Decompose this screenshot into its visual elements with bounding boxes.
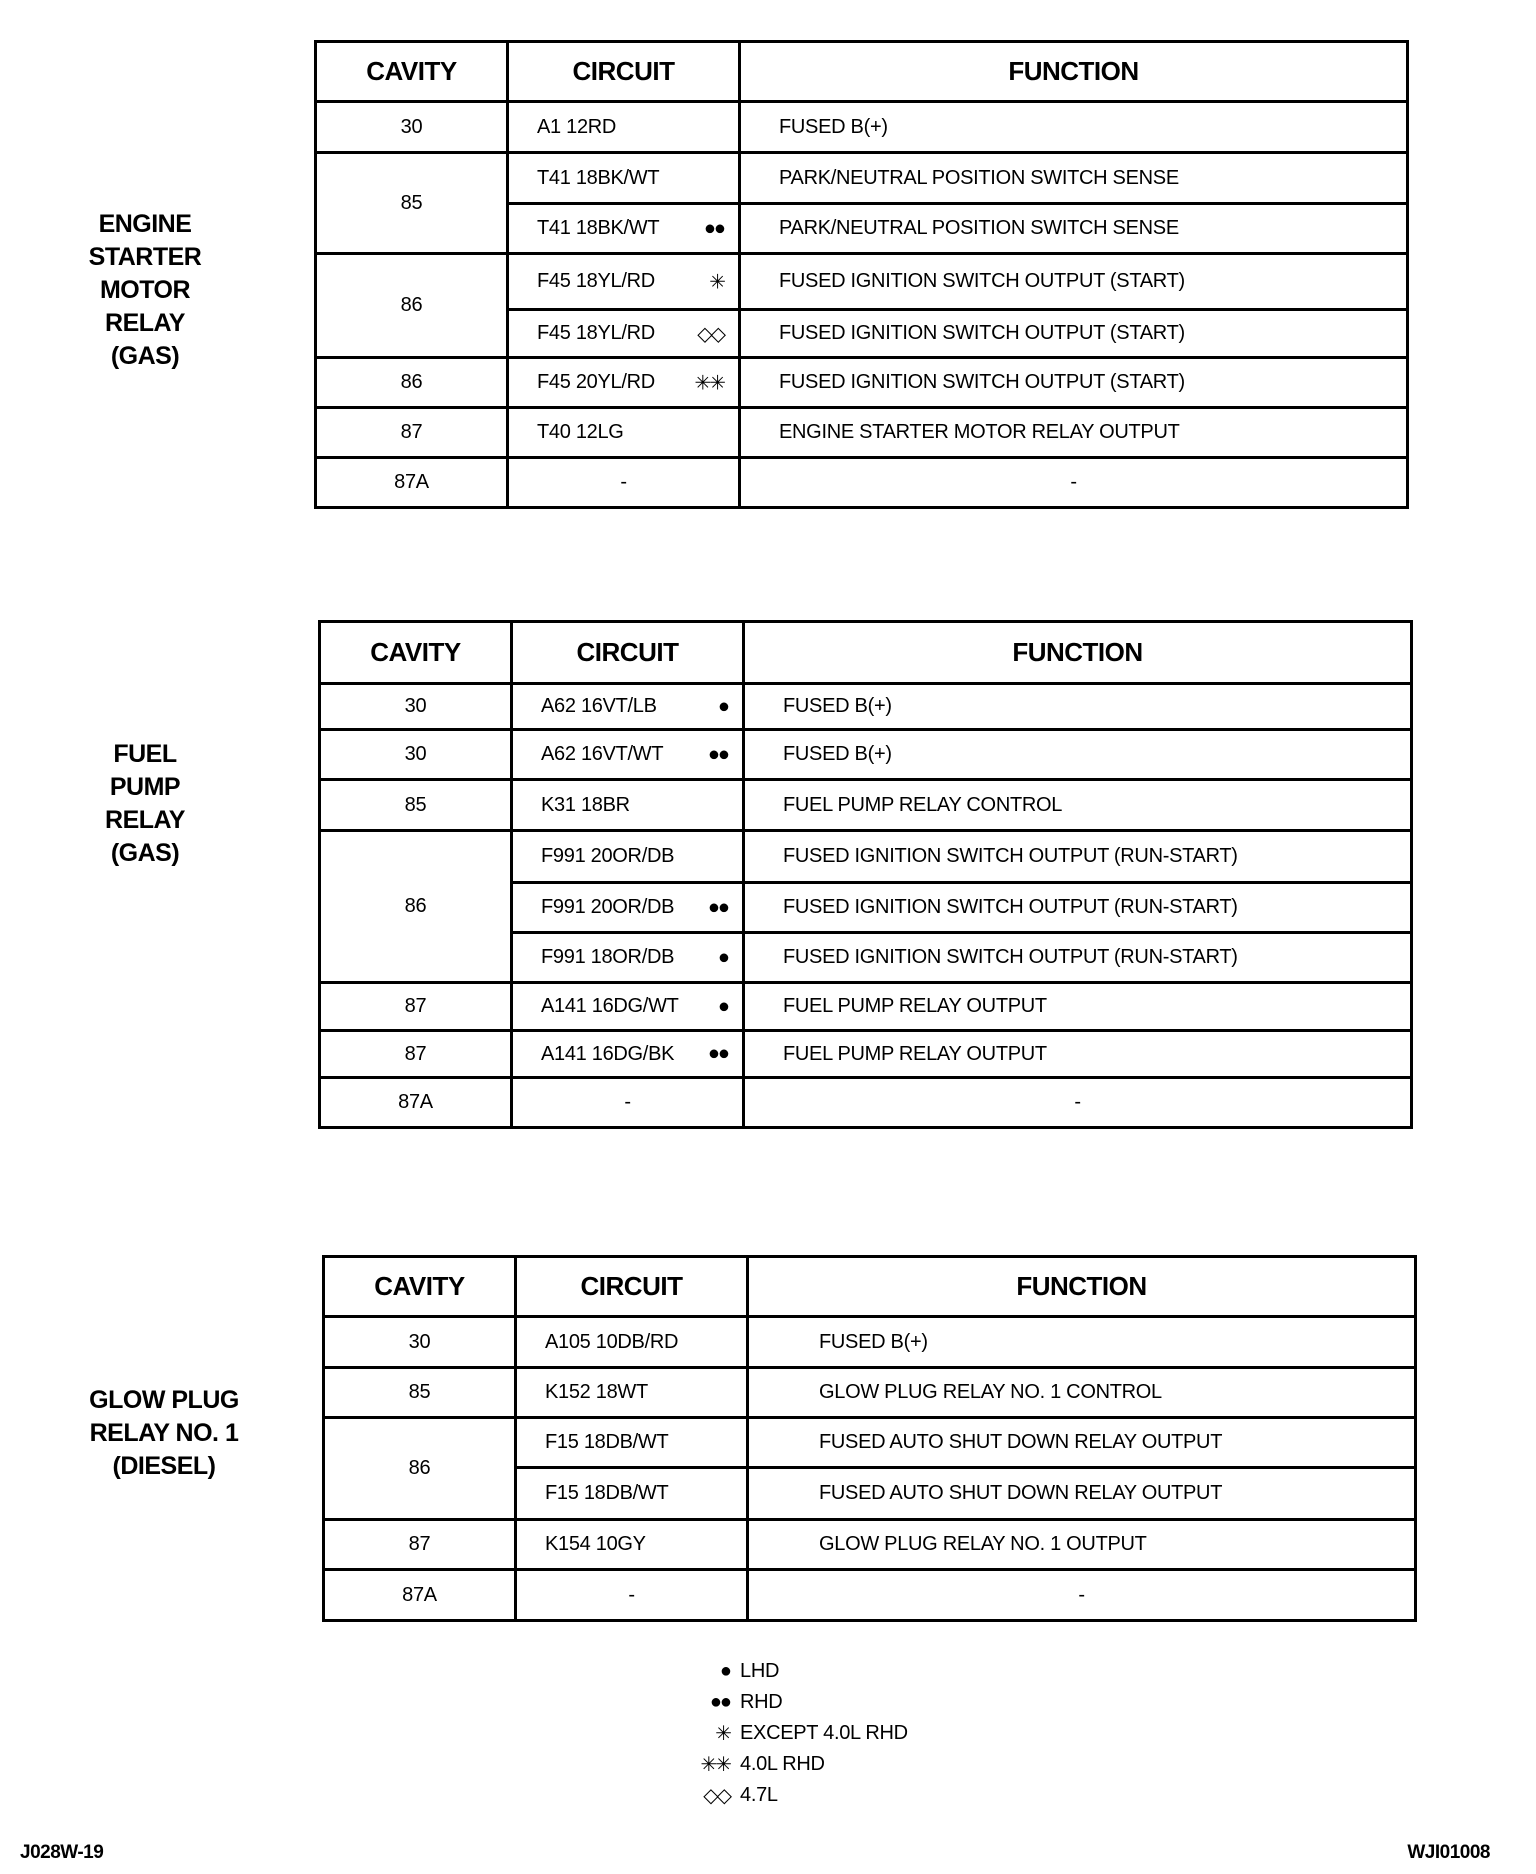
cavity-cell: 86	[316, 254, 508, 358]
circuit-cell	[516, 1368, 748, 1418]
circuit-text: A141 16DG/BK	[541, 1042, 675, 1065]
title-line: (GAS)	[110, 839, 180, 867]
engine-starter-relay-table	[314, 40, 1409, 509]
circuit-text: K31 18BR	[541, 793, 630, 816]
circuit-cell	[512, 831, 744, 883]
table-row	[320, 983, 1412, 1031]
function-cell: FUSED B(+)	[744, 730, 1412, 780]
circuit-cell: -	[516, 1570, 748, 1621]
cavity-cell: 87	[316, 408, 508, 458]
figure-code-right: WJI01008	[1407, 1842, 1490, 1863]
function-cell: FUEL PUMP RELAY OUTPUT	[744, 1031, 1412, 1078]
title-line: (DIESEL)	[112, 1452, 216, 1480]
circuit-cell	[508, 153, 740, 204]
legend-label: RHD	[740, 1691, 783, 1713]
cavity-cell: 87A	[320, 1078, 512, 1128]
table-row	[320, 1031, 1412, 1078]
circuit-cell	[512, 883, 744, 933]
double-asterisk-marker-icon: ✳✳	[694, 372, 724, 394]
function-cell: -	[748, 1570, 1416, 1621]
header-circuit: CIRCUIT	[512, 622, 744, 684]
function-cell: FUSED IGNITION SWITCH OUTPUT (START)	[740, 254, 1408, 310]
figure-code-left: J028W-19	[20, 1842, 104, 1863]
table-row	[324, 1570, 1416, 1621]
function-cell: FUSED IGNITION SWITCH OUTPUT (RUN-START)	[744, 831, 1412, 883]
circuit-text: F991 20OR/DB	[541, 896, 675, 918]
diamond-marker-icon: ◇◇	[703, 1785, 730, 1807]
legend-item	[690, 1718, 908, 1749]
table-row	[320, 780, 1412, 831]
rhd-marker-icon: ●●	[703, 217, 724, 239]
circuit-text: A141 16DG/WT	[541, 995, 679, 1017]
function-cell: FUSED IGNITION SWITCH OUTPUT (RUN-START)	[744, 883, 1412, 933]
legend-item	[690, 1656, 908, 1687]
cavity-cell: 30	[316, 102, 508, 153]
double-asterisk-marker-icon: ✳✳	[700, 1754, 730, 1776]
function-cell: FUSED AUTO SHUT DOWN RELAY OUTPUT	[748, 1418, 1416, 1468]
circuit-text: F45 18YL/RD	[537, 270, 655, 292]
title-line: STARTER	[88, 243, 202, 271]
title-line: ENGINE	[98, 210, 192, 238]
title-line: RELAY	[105, 806, 185, 834]
header-circuit: CIRCUIT	[516, 1257, 748, 1317]
table-row	[324, 1368, 1416, 1418]
cavity-cell: 30	[320, 684, 512, 730]
table-row	[316, 358, 1408, 408]
table-row	[320, 1078, 1412, 1128]
header-cavity: CAVITY	[320, 622, 512, 684]
cavity-cell: 87	[324, 1520, 516, 1570]
cavity-cell: 87A	[316, 458, 508, 508]
circuit-cell	[516, 1468, 748, 1520]
circuit-text: A62 16VT/WT	[541, 743, 664, 765]
circuit-text: F15 18DB/WT	[545, 1431, 669, 1453]
rhd-marker-icon: ●●	[707, 1042, 728, 1065]
function-cell: PARK/NEUTRAL POSITION SWITCH SENSE	[740, 204, 1408, 254]
circuit-text: F991 18OR/DB	[541, 946, 675, 968]
lhd-marker-icon: ●	[719, 1660, 730, 1682]
circuit-text: K154 10GY	[545, 1533, 646, 1555]
circuit-cell: -	[508, 458, 740, 508]
header-function: FUNCTION	[744, 622, 1412, 684]
function-cell: FUSED IGNITION SWITCH OUTPUT (RUN-START)	[744, 933, 1412, 983]
circuit-text: F45 20YL/RD	[537, 371, 655, 393]
circuit-text: F15 18DB/WT	[545, 1482, 669, 1504]
legend	[690, 1656, 908, 1811]
circuit-cell	[516, 1418, 748, 1468]
function-cell: -	[740, 458, 1408, 508]
asterisk-marker-icon: ✳	[709, 271, 724, 293]
header-circuit: CIRCUIT	[508, 42, 740, 102]
table-row	[316, 254, 1408, 310]
rhd-marker-icon: ●●	[707, 743, 728, 765]
circuit-text: A105 10DB/RD	[545, 1330, 679, 1353]
title-line: MOTOR	[99, 276, 191, 304]
table-row	[320, 730, 1412, 780]
function-cell: FUSED IGNITION SWITCH OUTPUT (START)	[740, 358, 1408, 408]
circuit-cell	[508, 102, 740, 153]
title-line: RELAY	[105, 309, 185, 337]
table-row	[320, 831, 1412, 883]
table-row	[320, 684, 1412, 730]
title-line: PUMP	[109, 773, 181, 801]
function-cell: PARK/NEUTRAL POSITION SWITCH SENSE	[740, 153, 1408, 204]
cavity-cell: 87	[320, 983, 512, 1031]
title-line: RELAY NO. 1	[89, 1419, 239, 1447]
lhd-marker-icon: ●	[717, 695, 728, 717]
circuit-cell	[508, 254, 740, 310]
asterisk-marker-icon: ✳	[715, 1723, 730, 1745]
function-cell: FUSED B(+)	[740, 102, 1408, 153]
function-cell: FUSED IGNITION SWITCH OUTPUT (START)	[740, 310, 1408, 358]
circuit-cell	[508, 204, 740, 254]
circuit-text: F45 18YL/RD	[537, 322, 655, 344]
legend-label: LHD	[740, 1660, 780, 1682]
circuit-cell	[512, 1031, 744, 1078]
header-function: FUNCTION	[748, 1257, 1416, 1317]
rhd-marker-icon: ●●	[707, 896, 728, 918]
function-cell: GLOW PLUG RELAY NO. 1 OUTPUT	[748, 1520, 1416, 1570]
function-cell: GLOW PLUG RELAY NO. 1 CONTROL	[748, 1368, 1416, 1418]
cavity-cell: 85	[320, 780, 512, 831]
header-cavity: CAVITY	[324, 1257, 516, 1317]
legend-label: EXCEPT 4.0L RHD	[740, 1722, 908, 1744]
cavity-cell: 87	[320, 1031, 512, 1078]
section-title-engine-starter	[35, 208, 255, 373]
circuit-text: K152 18WT	[545, 1381, 648, 1403]
function-cell: ENGINE STARTER MOTOR RELAY OUTPUT	[740, 408, 1408, 458]
function-cell: FUSED AUTO SHUT DOWN RELAY OUTPUT	[748, 1468, 1416, 1520]
circuit-cell	[512, 933, 744, 983]
circuit-text: A1 12RD	[537, 115, 617, 138]
diamond-marker-icon: ◇◇	[697, 323, 724, 345]
circuit-text: T40 12LG	[537, 421, 624, 443]
table-row	[316, 408, 1408, 458]
rhd-marker-icon: ●●	[709, 1691, 730, 1713]
legend-label: 4.7L	[740, 1784, 778, 1806]
circuit-cell	[512, 730, 744, 780]
header-function: FUNCTION	[740, 42, 1408, 102]
circuit-cell	[516, 1520, 748, 1570]
cavity-cell: 85	[316, 153, 508, 254]
table-row	[316, 458, 1408, 508]
function-cell: FUSED B(+)	[744, 684, 1412, 730]
table-row	[316, 153, 1408, 204]
circuit-cell	[508, 408, 740, 458]
cavity-cell: 30	[320, 730, 512, 780]
function-cell: -	[744, 1078, 1412, 1128]
circuit-text: T41 18BK/WT	[537, 166, 660, 189]
cavity-cell: 87A	[324, 1570, 516, 1621]
fuel-pump-relay-table	[318, 620, 1413, 1129]
glow-plug-relay-table	[322, 1255, 1417, 1622]
circuit-cell	[512, 983, 744, 1031]
circuit-text: F991 20OR/DB	[541, 845, 675, 867]
title-line: GLOW PLUG	[89, 1386, 239, 1414]
cavity-cell: 86	[316, 358, 508, 408]
table-row	[324, 1520, 1416, 1570]
cavity-cell: 86	[324, 1418, 516, 1520]
function-cell: FUEL PUMP RELAY OUTPUT	[744, 983, 1412, 1031]
title-line: (GAS)	[110, 342, 180, 370]
legend-item	[690, 1687, 908, 1718]
lhd-marker-icon: ●	[717, 995, 728, 1017]
header-cavity: CAVITY	[316, 42, 508, 102]
lhd-marker-icon: ●	[717, 946, 728, 968]
section-title-fuel-pump	[35, 738, 255, 870]
legend-label: 4.0L RHD	[740, 1753, 825, 1775]
cavity-cell: 30	[324, 1317, 516, 1368]
title-line: FUEL	[113, 740, 177, 768]
circuit-cell	[508, 358, 740, 408]
circuit-cell	[508, 310, 740, 358]
circuit-cell	[512, 780, 744, 831]
table-row	[316, 102, 1408, 153]
circuit-cell	[512, 684, 744, 730]
circuit-cell: -	[512, 1078, 744, 1128]
cavity-cell: 85	[324, 1368, 516, 1418]
circuit-text: A62 16VT/LB	[541, 695, 657, 717]
legend-item	[690, 1780, 908, 1811]
circuit-cell	[516, 1317, 748, 1368]
function-cell: FUEL PUMP RELAY CONTROL	[744, 780, 1412, 831]
table-row	[324, 1317, 1416, 1368]
legend-item	[690, 1749, 908, 1780]
function-cell: FUSED B(+)	[748, 1317, 1416, 1368]
circuit-text: T41 18BK/WT	[537, 217, 660, 239]
section-title-glow-plug	[54, 1384, 274, 1483]
cavity-cell: 86	[320, 831, 512, 983]
table-row	[324, 1418, 1416, 1468]
